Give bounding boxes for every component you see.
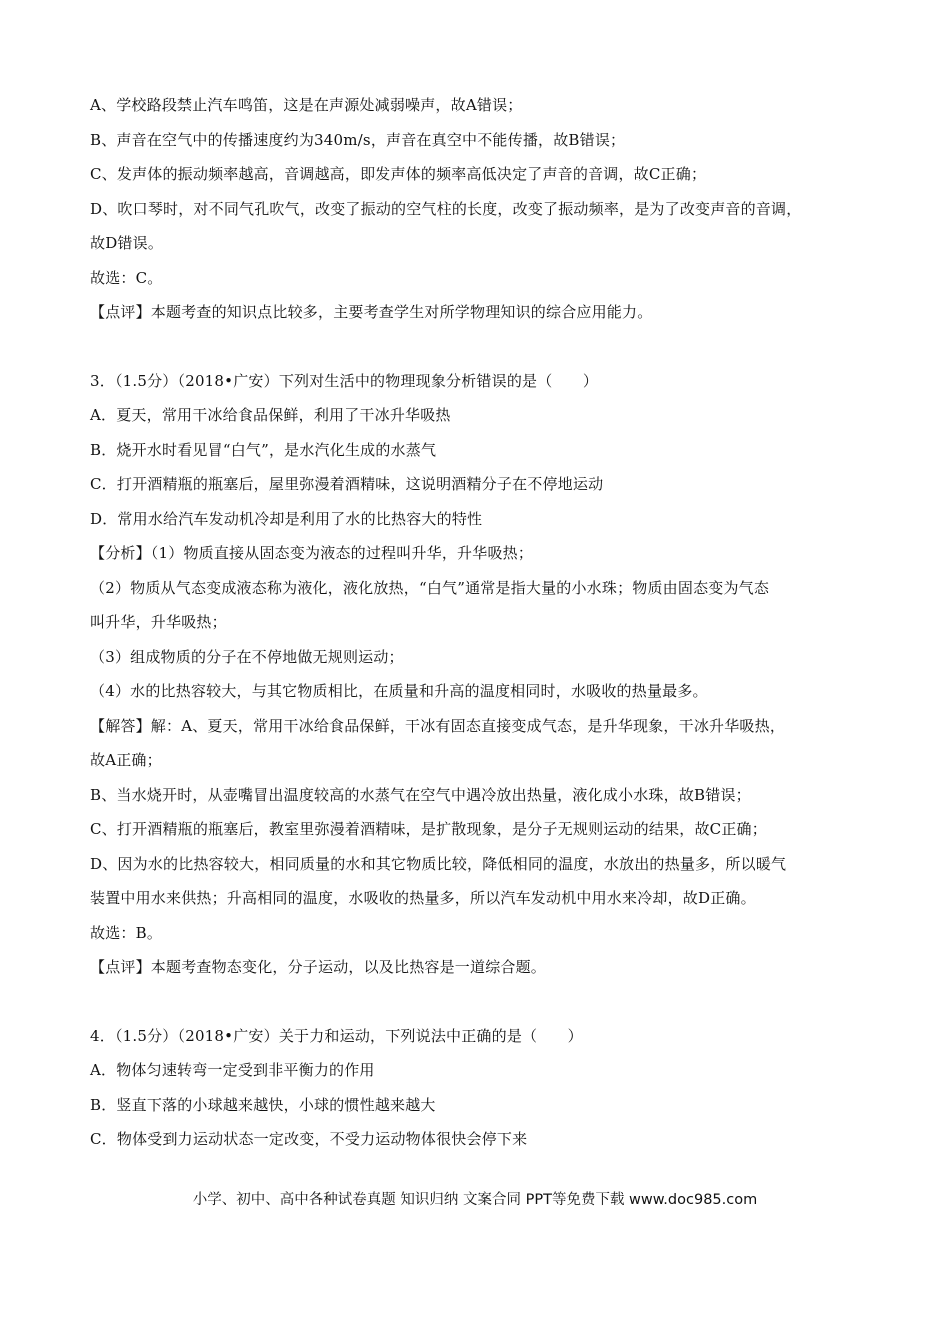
text-line: （4）水的比热容较大，与其它物质相比，在质量和升高的温度相同时，水吸收的热量最多。 xyxy=(90,682,708,700)
text-line: 故A正确； xyxy=(90,751,162,769)
block-question-4 xyxy=(90,1019,876,1157)
option-c: C．打开酒精瓶的瓶塞后，屋里弥漫着酒精味，这说明酒精分子在不停地运动 xyxy=(90,475,604,493)
option-c: C．物体受到力运动状态一定改变，不受力运动物体很快会停下来 xyxy=(90,1130,528,1148)
text-line: 叫升华，升华吸热； xyxy=(90,613,227,631)
document-page xyxy=(90,88,876,1157)
text-line: C、发声体的振动频率越高，音调越高，即发声体的频率高低决定了声音的音调，故C正确； xyxy=(90,165,707,183)
text-line: 【点评】本题考查的知识点比较多，主要考查学生对所学物理知识的综合应用能力。 xyxy=(90,303,653,321)
option-a: A．物体匀速转弯一定受到非平衡力的作用 xyxy=(90,1061,375,1079)
text-line: 装置中用水来供热；升高相同的温度，水吸收的热量多，所以汽车发动机中用水来冷却，故D正确。 xyxy=(90,889,756,907)
text-line: 故选：B。 xyxy=(90,923,163,942)
option-b: B．烧开水时看见冒“白气”，是水汽化生成的水蒸气 xyxy=(90,440,437,459)
option-b: B．竖直下落的小球越来越快，小球的惯性越来越大 xyxy=(90,1095,436,1114)
question-title: 3．（1.5分）（2018•广安）下列对生活中的物理现象分析错误的是（ ） xyxy=(90,371,599,390)
text-line: C、打开酒精瓶的瓶塞后，教室里弥漫着酒精味，是扩散现象，是分子无规则运动的结果，故C正确； xyxy=(90,820,767,838)
text-line: 故选：C。 xyxy=(90,268,163,287)
text-line: 【解答】解：A、夏天，常用干冰给食品保鲜，干冰有固态直接变成气态，是升华现象，干冰升华吸热， xyxy=(90,716,786,735)
block-q2-solution xyxy=(90,88,876,330)
option-a: A．夏天，常用干冰给食品保鲜，利用了干冰升华吸热 xyxy=(90,406,451,424)
block-question-3 xyxy=(90,364,876,985)
page-footer: 小学、初中、高中各种试卷真题 知识归纳 文案合同 PPT等免费下载 www.doc985.com xyxy=(192,1192,758,1208)
text-line: D、吹口琴时，对不同气孔吹气，改变了振动的空气柱的长度，改变了振动频率，是为了改变声音的音调， xyxy=(90,199,802,218)
text-line: （2）物质从气态变成液态称为液化，液化放热，“白气”通常是指大量的小水珠；物质由固态变为气态 xyxy=(90,578,770,597)
text-line: 【点评】本题考查物态变化，分子运动，以及比热容是一道综合题。 xyxy=(90,958,547,976)
spacer xyxy=(90,985,876,1019)
text-line: B、当水烧开时，从壶嘴冒出温度较高的水蒸气在空气中遇冷放出热量，液化成小水珠，故B错误； xyxy=(90,785,751,804)
question-title: 4．（1.5分）（2018•广安）关于力和运动，下列说法中正确的是（ ） xyxy=(90,1026,583,1045)
text-line: 故D错误。 xyxy=(90,234,164,252)
text-line: B、声音在空气中的传播速度约为340m/s，声音在真空中不能传播，故B错误； xyxy=(90,130,626,149)
text-line: D、因为水的比热容较大，相同质量的水和其它物质比较，降低相同的温度，水放出的热量多，所以暖气 xyxy=(90,854,787,873)
spacer xyxy=(90,330,876,364)
text-line: A、学校路段禁止汽车鸣笛，这是在声源处减弱噪声，故A错误； xyxy=(90,96,523,114)
option-d: D．常用水给汽车发动机冷却是利用了水的比热容大的特性 xyxy=(90,509,483,528)
text-line: 【分析】（1）物质直接从固态变为液态的过程叫升华，升华吸热； xyxy=(90,544,534,562)
text-line: （3）组成物质的分子在不停地做无规则运动； xyxy=(90,647,404,666)
